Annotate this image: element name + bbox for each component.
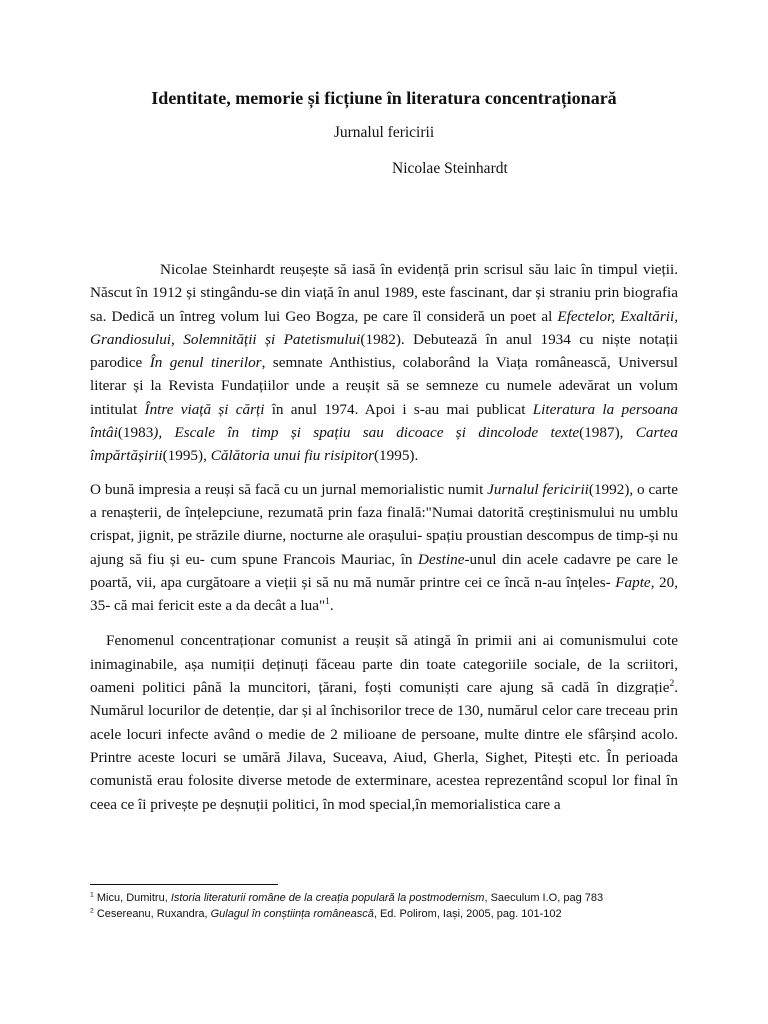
p1-italic-3: Între viață și cărți <box>144 400 265 418</box>
p1-italic-7: Călătoria unui fiu risipitor <box>210 447 374 465</box>
p2-text-5: . <box>329 597 334 615</box>
footnote-ref-1[interactable]: 1 <box>325 597 330 608</box>
p1-italic-1: Efectelor, Exaltării, Grandiosului, Solemnității și Patetismului <box>90 307 678 348</box>
footnote-book-title: Gulagul în conștiința românească <box>210 908 374 920</box>
p1-text-6: (1987), <box>579 424 636 442</box>
paragraph-2 <box>90 478 678 618</box>
footnote-text: , Saeculum I.O, pag 783 <box>484 892 604 904</box>
body-text <box>90 258 678 816</box>
p2-text-1: O bună impresia a reuși să facă cu un jurnal memorialistic numit <box>90 480 488 498</box>
p1-text-4: în anul 1974. Apoi i s-au mai publicat <box>264 400 533 418</box>
footnote-1 <box>90 890 690 906</box>
footnote-ref-2[interactable]: 2 <box>669 678 675 689</box>
footnote-number: 2 <box>90 907 94 915</box>
p1-text-1: Nicolae Steinhardt reușește să iasă în evidență prin scrisul său laic în timpul vieții. Născut în 1912 și stingându-se din viață în anul 1989, este fascinant, dar și straniu prin biografia sa. Dedică un întreg volum lui Geo Bogza, pe care îl consideră un poet al <box>90 261 678 325</box>
p2-italic-3: Fapte <box>615 573 651 591</box>
p2-italic-2: Destine <box>418 550 465 568</box>
paragraph-3 <box>90 629 678 815</box>
footnote-2 <box>90 906 690 922</box>
author-name: Nicolae Steinhardt <box>392 160 508 177</box>
p1-italic-5: ), Escale în timp și spațiu sau dicoace și dincolode texte <box>153 424 580 442</box>
p1-text-3: , semnate Anthistius, colaborând la Viața românească, Universul literar și la Revista Fundațiilor unde a reușit să se semneze cu numele adevărat un volum intitulat <box>90 354 678 418</box>
p2-text-3: -unul din acele cadavre pe care le poartă, vii, apa curgătoare a vieții și să nu mă număr printre cei ce încă n-au înțeles- <box>90 550 678 591</box>
p2-italic-1: Jurnalul fericirii <box>487 480 589 498</box>
p1-italic-2: În genul tinerilor <box>149 354 262 372</box>
footnote-text: , Ed. Polirom, Iași, 2005, pag. 101-102 <box>373 908 562 920</box>
document-title: Identitate, memorie și ficțiune în literatura concentraționară <box>151 88 617 108</box>
p1-text-8: (1995). <box>373 447 419 465</box>
paragraph-1 <box>90 258 678 468</box>
p1-italic-4: Literatura la persoana întâi <box>90 400 679 442</box>
p2-text-2: (1992), o carte a renașterii, de înțelepciune, rezumată prin faza finală:"Numai datorită creștinismului nu umblu crispat, jignit, pe străzile diurne, nocturne ale orașului- spațiu proustian descompus de timp-și nu ajung să fiu și eu- cum spune Francois Mauriac, în <box>90 480 678 568</box>
footnote-text: Cesereanu, Ruxandra, <box>93 908 211 920</box>
footnote-number: 1 <box>90 891 94 899</box>
p3-text-1: Fenomenul concentraționar comunist a reușit să atingă în primii ani ai comunismului cote inimaginabile, așa numiții deținuți făceau parte din toate categoriile sociale, de la scriitori, oameni politici până la muncitori, țărani, foști comuniști care ajung să cadă în dizgrație <box>90 632 678 697</box>
p1-text-7: (1995), <box>162 447 211 465</box>
footnotes <box>90 890 690 922</box>
p1-text-5: (1983 <box>117 424 154 442</box>
footnote-separator <box>90 884 278 885</box>
footnote-text: Micu, Dumitru, <box>93 892 171 904</box>
document-subtitle: Jurnalul fericirii <box>333 124 435 141</box>
p1-italic-6: Cartea împărtășirii <box>90 424 678 465</box>
footnote-book-title: Istoria literaturii române de la creația populară la postmodernism <box>170 892 485 904</box>
p3-text-2: . Numărul locurilor de detenție, dar și al închisorilor trece de 130, numărul celor care treceau prin acele locuri infecte având o medie de 2 milioane de persoane, multe dintre ele sfârșind acolo. Printre aceste locuri se umără Jilava, Suceava, Aiud, Gherla, Sighet, Pitești etc. În perioada comunistă erau folosite diverse metode de exterminare, acestea reprezentând scopul lor final în ceea ce îi privește pe deșnuții politici, în mod special,în memorialistica care a <box>90 679 678 813</box>
p2-text-4: , 20, 35- că mai fericit este a da decât a lua" <box>90 573 678 615</box>
p1-text-2: (1982). Debutează în anul 1934 cu niște notații parodice <box>90 330 678 372</box>
